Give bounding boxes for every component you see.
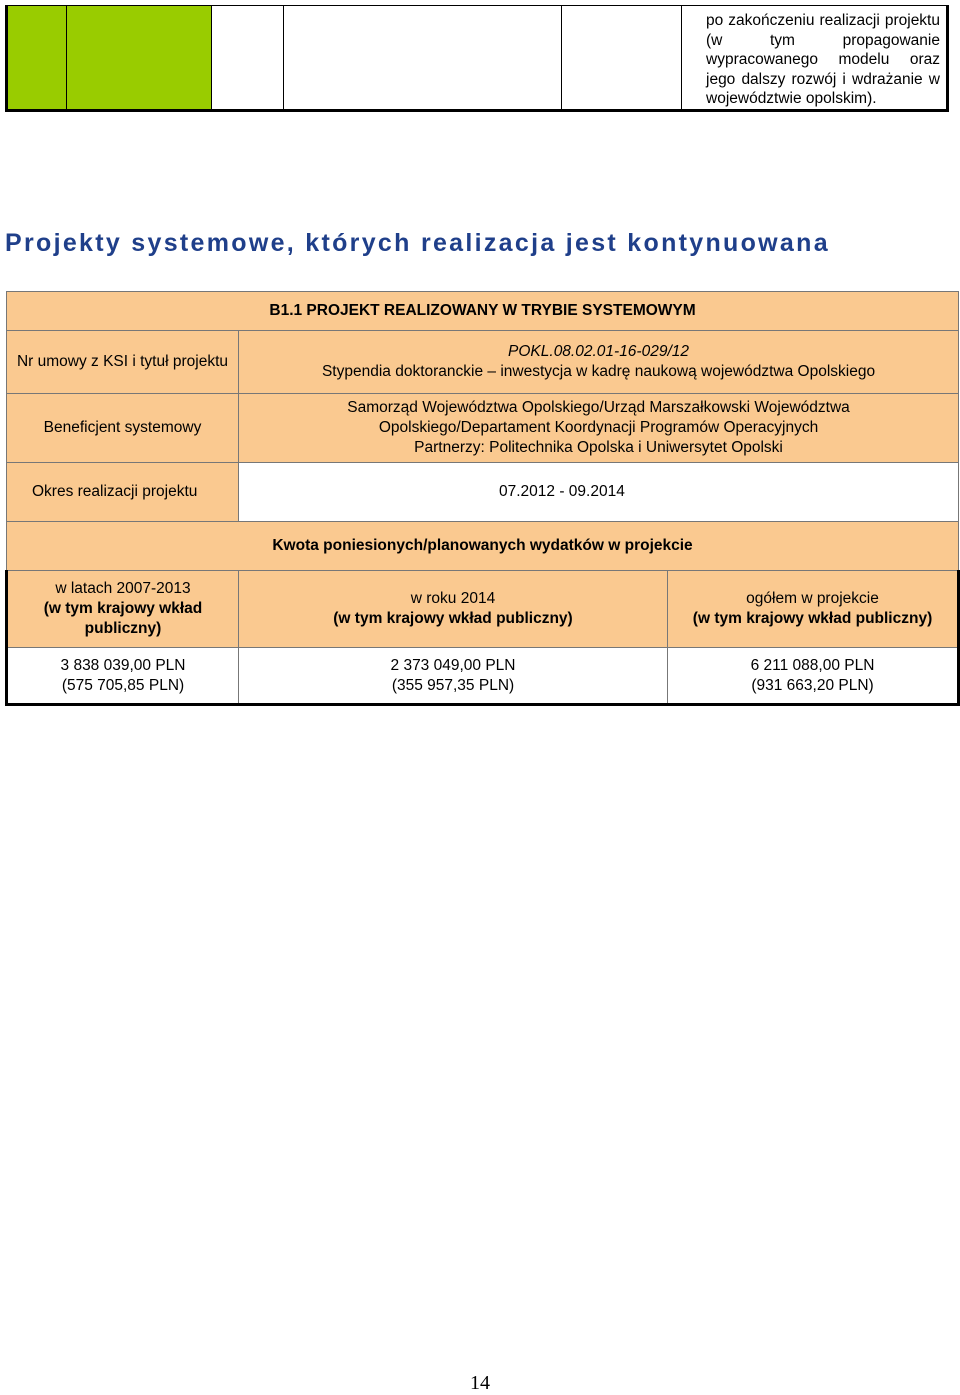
umowa-label: Nr umowy z KSI i tytuł projektu — [7, 331, 239, 394]
amount-public: (931 663,20 PLN) — [751, 676, 874, 694]
amount-total-project — [668, 648, 959, 705]
beneficjent-text: Samorząd Województwa Opolskiego/Urząd Marszałkowski Województwa Opolskiego/Departament Koordynacji Programów Operacyjnych — [347, 399, 850, 436]
amount-2007-2013 — [7, 648, 239, 705]
project-table — [5, 291, 960, 706]
empty-cell — [212, 6, 284, 111]
amount-total: 6 211 088,00 PLN — [750, 656, 875, 674]
page-number: 14 — [470, 1372, 490, 1394]
kwota-header: Kwota poniesionych/planowanych wydatków w projekcie — [7, 522, 959, 571]
previous-table-fragment — [5, 5, 949, 112]
empty-cell — [284, 6, 562, 111]
project-header: B1.1 PROJEKT REALIZOWANY W TRYBIE SYSTEMOWYM — [7, 292, 959, 331]
column-title: w latach 2007-2013 — [55, 580, 191, 597]
column-header-total — [668, 571, 959, 648]
empty-cell — [562, 6, 682, 111]
green-cell — [67, 6, 212, 111]
section-heading: Projekty systemowe, których realizacja jest kontynuowana — [5, 229, 830, 257]
amount-2014 — [239, 648, 668, 705]
column-subtitle: (w tym krajowy wkład publiczny) — [43, 600, 203, 637]
amount-total: 2 373 049,00 PLN — [390, 656, 516, 674]
umowa-value — [239, 331, 959, 394]
amount-public: (355 957,35 PLN) — [391, 676, 515, 694]
column-header-2014 — [239, 571, 668, 648]
partnerzy-text: Partnerzy: Politechnika Opolska i Uniwersytet Opolski — [414, 439, 783, 456]
green-cell — [7, 6, 67, 111]
fragment-text: po zakończeniu realizacji projektu (w tym propagowanie wypracowanego modelu oraz jego dalszy rozwój i wdrażanie w województwie opolskim). — [682, 6, 948, 111]
umowa-title: Stypendia doktoranckie – inwestycja w kadrę naukową województwa Opolskiego — [321, 363, 876, 380]
beneficjent-value — [239, 394, 959, 463]
umowa-number: POKL.08.02.01-16-029/12 — [508, 343, 689, 360]
amount-total: 3 838 039,00 PLN — [60, 656, 186, 674]
column-header-2007-2013 — [7, 571, 239, 648]
column-title: w roku 2014 — [410, 590, 496, 607]
okres-label: Okres realizacji projektu — [7, 463, 239, 522]
okres-value: 07.2012 - 09.2014 — [239, 463, 959, 522]
beneficjent-label: Beneficjent systemowy — [7, 394, 239, 463]
column-title: ogółem w projekcie — [746, 590, 879, 607]
column-subtitle: (w tym krajowy wkład publiczny) — [692, 610, 933, 627]
amount-public: (575 705,85 PLN) — [61, 676, 185, 694]
column-subtitle: (w tym krajowy wkład publiczny) — [333, 610, 573, 627]
